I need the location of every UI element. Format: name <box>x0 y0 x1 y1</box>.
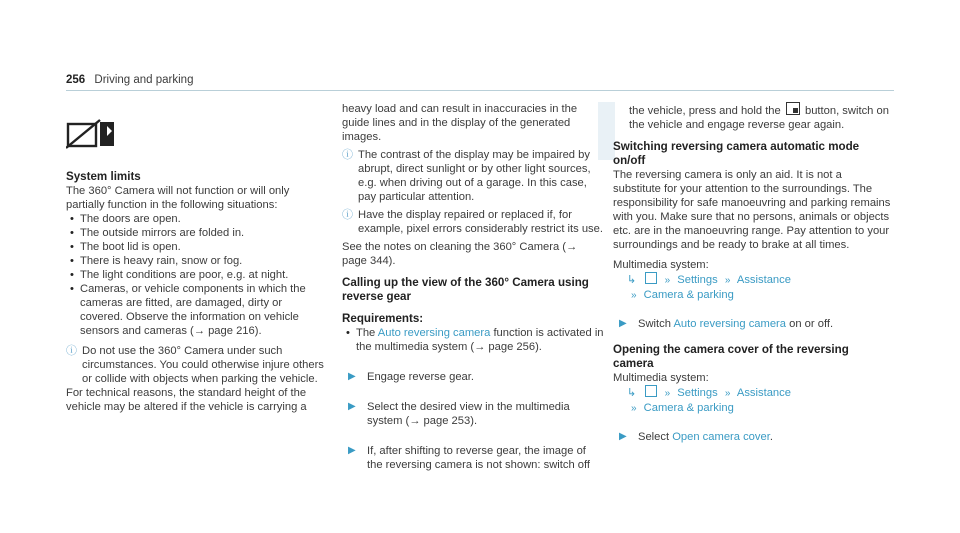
step-arrow-icon: ▶ <box>348 401 356 412</box>
chevron-icon: » <box>664 275 671 286</box>
column-3 <box>613 102 891 444</box>
menu-path-cont <box>613 288 891 303</box>
intro-text: The 360° Camera will not function or will only partially function in the following situations: <box>66 185 290 211</box>
paragraph: The reversing camera is only an aid. It is not a substitute for your attention to the surroundings. The responsibility for safe manoeuvring and parking remains with you. Make sure that no persons, animals or objects etc. are in the manoeuvring range. Pay attention to your surroundings and be ready to brake at all times. <box>613 169 891 251</box>
step: ▶ If, after shifting to reverse gear, the image of the reversing camera is not shown: switch off <box>348 445 591 471</box>
return-arrow-icon: ↳ <box>627 387 637 399</box>
calling-up-heading: Calling up the view of the 360° Camera using reverse gear <box>342 276 589 303</box>
paragraph: heavy load and can result in inaccuracies in the guide lines and in the display of the generated images. <box>342 103 578 143</box>
settings-link[interactable]: Settings <box>677 274 718 286</box>
header-rule <box>66 90 894 91</box>
settings-link[interactable]: Settings <box>677 387 718 399</box>
note-text: Have the display repaired or replaced if, for example, pixel errors considerably restrict its use. <box>358 209 603 235</box>
note-text: Do not use the 360° Camera under such circumstances. You could otherwise injure others or collide with objects when parking the vehicle. <box>82 345 324 385</box>
step-continuation: the vehicle, press and hold the button, switch on the vehicle and engage reverse gear again. <box>613 102 891 132</box>
step: ▶ Select Open camera cover. <box>619 431 773 443</box>
step-arrow-icon: ▶ <box>348 445 356 456</box>
list-item: • There is heavy rain, snow or fog. <box>66 254 326 268</box>
list-item: • The light conditions are poor, e.g. at night. <box>66 268 326 282</box>
menu-path <box>613 272 891 288</box>
list-item: • Cameras, or vehicle components in which the cameras are fitted, are damaged, dirty or covered. Observe the information on vehicle sensors and cameras (→ page 216). <box>66 282 326 338</box>
paragraph: For technical reasons, the standard height of the vehicle may be altered if the vehicle is carrying a <box>66 387 307 413</box>
auto-reversing-camera-link[interactable]: Auto reversing camera <box>673 318 787 330</box>
note-text: The contrast of the display may be impaired by abrupt, direct sunlight or by other light sources, e.g. when driving out of a garage. In this case, pay particular attention. <box>358 149 591 203</box>
assistance-link[interactable]: Assistance <box>736 274 791 286</box>
camera-off-icon <box>66 118 130 150</box>
list-item: • The doors are open. <box>66 212 326 226</box>
info-icon: ⓘ <box>342 149 353 161</box>
page-header <box>66 73 193 87</box>
chevron-icon: » <box>724 388 731 399</box>
page-number: 256 <box>66 74 86 86</box>
step-arrow-icon: ▶ <box>348 371 356 382</box>
list-item: • The boot lid is open. <box>66 240 326 254</box>
chevron-icon: » <box>664 388 671 399</box>
section-title: Driving and parking <box>94 74 194 86</box>
column-1 <box>66 118 326 414</box>
camera-button-icon <box>786 102 800 115</box>
chevron-icon: » <box>631 290 637 301</box>
step: ▶ Engage reverse gear. <box>348 371 474 383</box>
info-icon: ⓘ <box>342 209 353 221</box>
open-camera-cover-link[interactable]: Open camera cover <box>672 431 770 443</box>
menu-path-cont <box>613 401 891 416</box>
chevron-icon: » <box>724 275 731 286</box>
camera-cover-heading: Opening the camera cover of the reversing camera <box>613 343 849 370</box>
step: ▶ Select the desired view in the multimedia system (→ page 253). <box>348 401 570 427</box>
step-arrow-icon: ▶ <box>619 431 627 442</box>
note <box>342 148 604 204</box>
camera-parking-link[interactable]: Camera & parking <box>643 402 734 414</box>
info-icon: ⓘ <box>66 345 77 357</box>
requirements-heading: Requirements: <box>342 312 424 325</box>
multimedia-label: Multimedia system: <box>613 259 709 271</box>
step-arrow-icon: ▶ <box>619 318 627 329</box>
home-icon[interactable] <box>645 272 657 284</box>
return-arrow-icon: ↳ <box>627 274 637 286</box>
step: ▶ Switch Auto reversing camera on or off. <box>619 318 834 330</box>
multimedia-label: Multimedia system: <box>613 372 709 384</box>
menu-path <box>613 385 891 401</box>
auto-reversing-camera-link[interactable]: Auto reversing camera <box>377 327 491 339</box>
automatic-mode-heading: Switching reversing camera automatic mode on/off <box>613 140 860 167</box>
assistance-link[interactable]: Assistance <box>736 387 791 399</box>
paragraph: See the notes on cleaning the 360° Camera (→ page 344). <box>342 241 578 267</box>
home-icon[interactable] <box>645 385 657 397</box>
list-item: • The Auto reversing camera function is activated in the multimedia system (→ page 256). <box>342 326 604 354</box>
note <box>342 208 604 236</box>
column-2 <box>342 102 604 472</box>
note <box>66 344 326 386</box>
camera-parking-link[interactable]: Camera & parking <box>643 289 734 301</box>
chevron-icon: » <box>631 403 637 414</box>
list-item: • The outside mirrors are folded in. <box>66 226 326 240</box>
system-limits-heading: System limits <box>66 170 141 183</box>
